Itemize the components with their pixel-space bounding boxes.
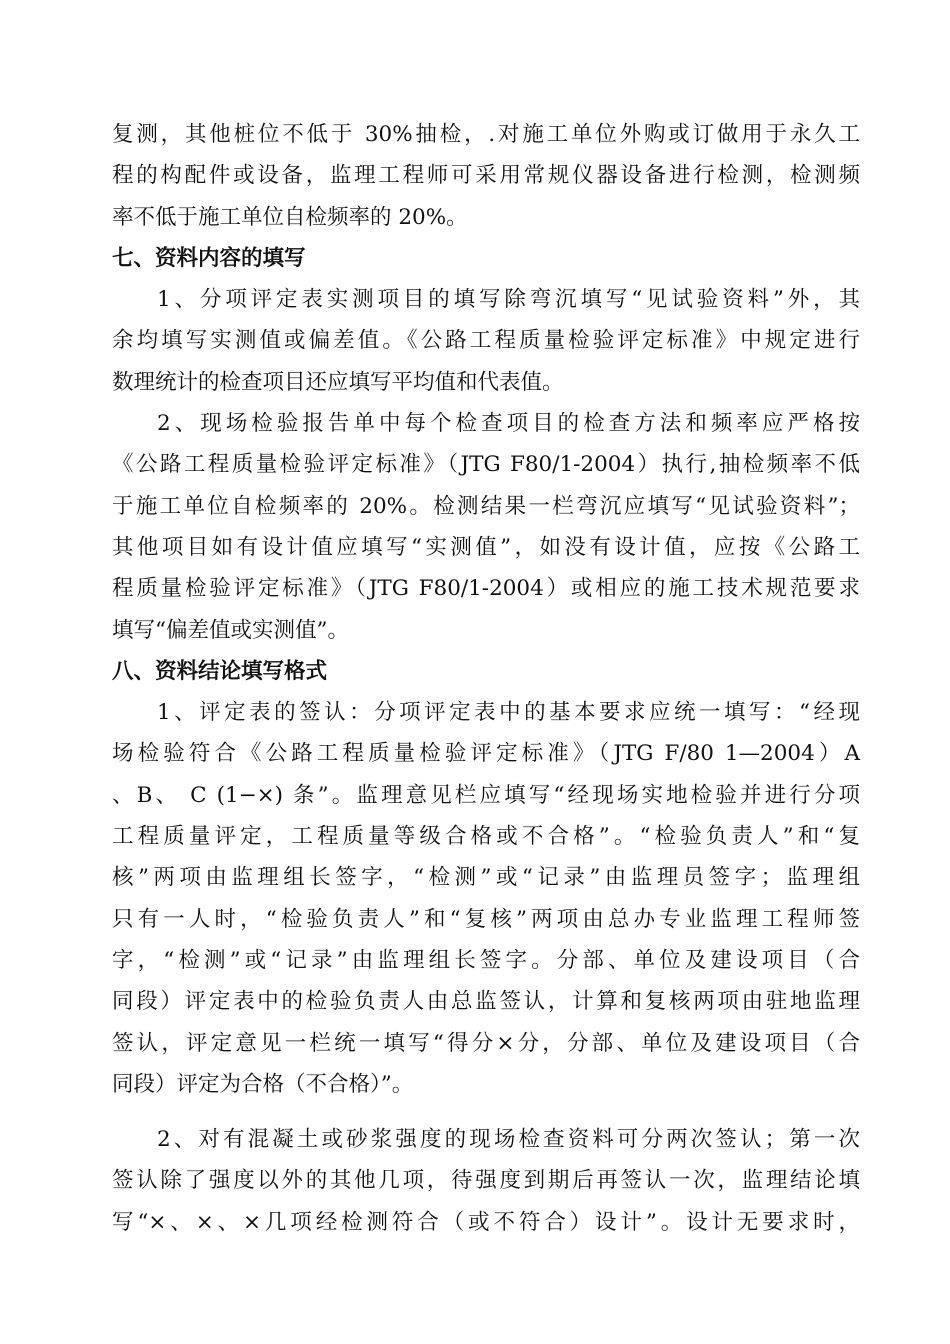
text-line: 签认除了强度以外的其他几项，待强度到期后再签认一次，监理结论填 <box>112 1168 860 1194</box>
paragraph-gap <box>112 1105 860 1119</box>
text-line: 同段）评定表中的检验负责人由总监签认，计算和复核两项由驻地监理 <box>112 989 860 1015</box>
text-line: 1、分项评定表实测项目的填写除弯沉填写“见试验资料”外，其 <box>157 287 860 313</box>
section-heading-7: 七、资料内容的填写 <box>112 245 306 271</box>
text-line: 其他项目如有设计值应填写“实测值”，如没有设计值，应按《公路工 <box>112 534 860 560</box>
text-line: 场检验符合《公路工程质量检验评定标准》（JTG F/80 1—2004）A <box>112 741 860 767</box>
text-line: 核”两项由监理组长签字，“检测”或“记录”由监理员签字；监理组 <box>112 865 860 891</box>
text-line: 工程质量评定，工程质量等级合格或不合格”。“检验负责人”和“复 <box>112 824 860 850</box>
text-line: 2、对有混凝土或砂浆强度的现场检查资料可分两次签认；第一次 <box>157 1127 860 1153</box>
text-line: 《公路工程质量检验评定标准》（JTG F80/1-2004）执行,抽检频率不低 <box>112 452 860 478</box>
text-line: 数理统计的检查项目还应填写平均值和代表值。 <box>112 369 564 395</box>
text-line: 写“×、×、×几项经检测符合（或不符合）设计”。设计无要求时， <box>112 1209 860 1235</box>
text-line: 余均填写实测值或偏差值。《公路工程质量检验评定标准》中规定进行 <box>112 328 860 354</box>
text-line: 1、评定表的签认：分项评定表中的基本要求应统一填写：“经现 <box>157 700 860 726</box>
text-line: 程的构配件或设备，监理工程师可采用常规仪器设备进行检测，检测频 <box>112 163 860 189</box>
text-line: 只有一人时，“检验负责人”和“复核”两项由总办专业监理工程师签 <box>112 906 860 932</box>
document-page <box>112 114 860 1243</box>
text-line: 签认，评定意见一栏统一填写“得分×分，分部、单位及建设项目（合 <box>112 1030 860 1056</box>
text-line: 于施工单位自检频率的 20%。检测结果一栏弯沉应填写“见试验资料”； <box>112 493 860 519</box>
text-line: 同段）评定为合格（不合格）”。 <box>112 1071 414 1097</box>
text-line: 复测，其他桩位不低于 30%抽检，.对施工单位外购或订做用于永久工 <box>112 122 860 147</box>
text-line: 填写“偏差值或实测值”。 <box>112 617 349 643</box>
section-heading-8: 八、资料结论填写格式 <box>112 658 328 684</box>
text-line: 、B、 C (1−×) 条”。监理意见栏应填写“经现场实地检验并进行分项 <box>112 782 860 808</box>
text-line: 2、现场检验报告单中每个检查项目的检查方法和频率应严格按 <box>157 411 860 437</box>
text-line: 程质量检验评定标准》（JTG F80/1-2004）或相应的施工技术规范要求 <box>112 576 860 602</box>
text-line: 率不低于施工单位自检频率的 20%。 <box>112 204 468 230</box>
text-line: 字，“检测”或“记录”由监理组长签字。分部、单位及建设项目（合 <box>112 947 860 973</box>
